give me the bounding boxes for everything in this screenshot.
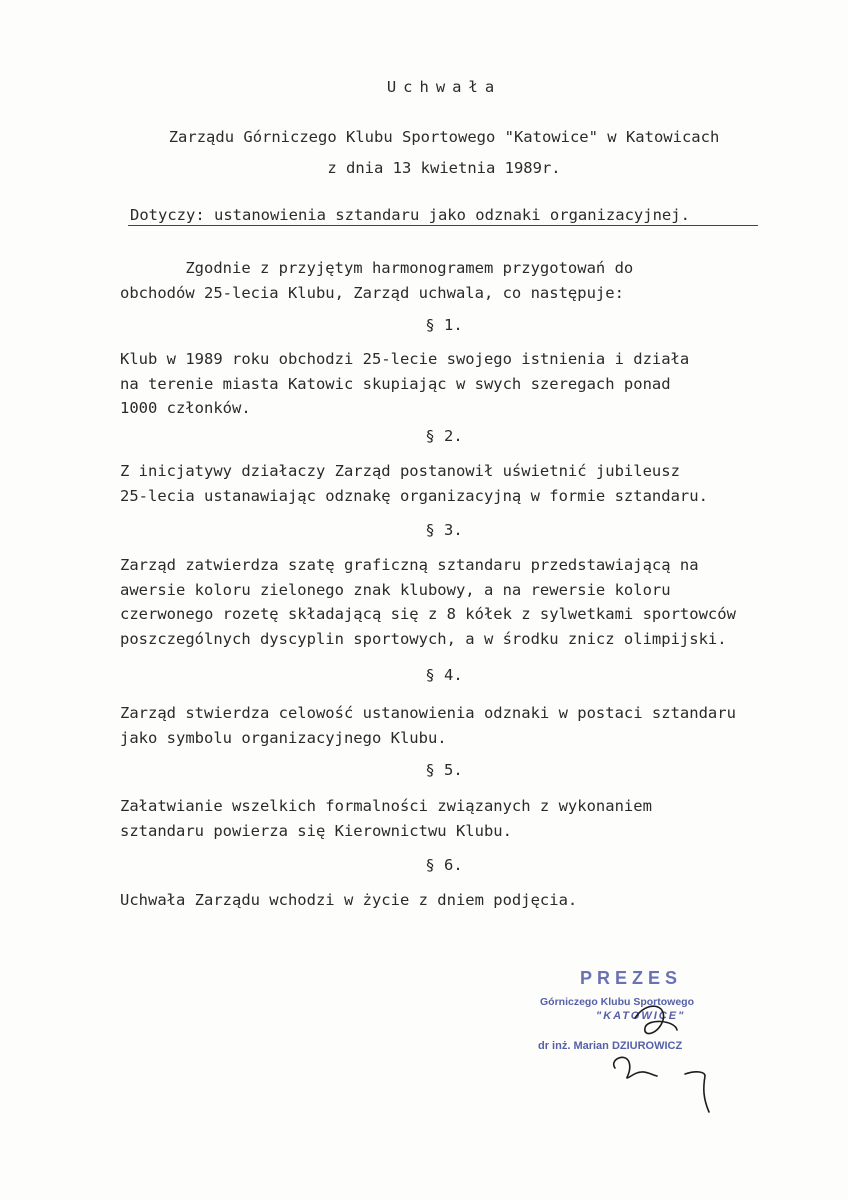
text-line: awersie koloru zielonego znak klubowy, a na rewersie koloru bbox=[120, 580, 671, 599]
issuer-line: Zarządu Górniczego Klubu Sportowego "Katowice" w Katowicach bbox=[168, 128, 720, 146]
section-3-label: § 3. bbox=[425, 521, 463, 539]
document-title: Uchwała bbox=[386, 78, 502, 96]
intro-line: Zgodnie z przyjętym harmonogramem przygotowań do bbox=[120, 259, 634, 277]
subject-underline bbox=[128, 225, 758, 226]
text-line: 1000 członków. bbox=[120, 399, 251, 417]
text-line: Załatwianie wszelkich formalności związanych z wykonaniem bbox=[120, 797, 652, 815]
text-line: Uchwała Zarządu wchodzi w życie z dniem podjęcia. bbox=[120, 891, 578, 909]
text-line: 25-lecia ustanawiając odznakę organizacyjną w formie sztandaru. bbox=[120, 486, 708, 505]
stamp-signatory-name: dr inż. Marian DZIUROWICZ bbox=[538, 1040, 683, 1052]
section-2-label: § 2. bbox=[425, 427, 463, 445]
date-line: z dnia 13 kwietnia 1989r. bbox=[327, 159, 561, 177]
section-5-label: § 5. bbox=[425, 761, 463, 779]
text-line: jako symbolu organizacyjnego Klubu. bbox=[120, 728, 447, 747]
text-line: Klub w 1989 roku obchodzi 25-lecie swojego istnienia i działa bbox=[120, 350, 690, 368]
section-6-text bbox=[120, 888, 800, 913]
text-line: Z inicjatywy działaczy Zarząd postanowił uświetnić jubileusz bbox=[120, 462, 680, 480]
section-5-text bbox=[120, 794, 800, 843]
section-3-text bbox=[120, 553, 800, 651]
text-line: poszczególnych dyscyplin sportowych, a w środku znicz olimpijski. bbox=[120, 629, 727, 648]
section-6-label: § 6. bbox=[425, 856, 463, 874]
handwritten-signature bbox=[585, 990, 725, 1120]
section-2-text bbox=[120, 459, 800, 508]
section-1-label: § 1. bbox=[425, 316, 463, 334]
text-line: sztandaru powierza się Kierownictwu Klubu. bbox=[120, 821, 512, 840]
stamp-organization: Górniczego Klubu Sportowego bbox=[540, 996, 694, 1008]
stamp-title: PREZES bbox=[580, 968, 683, 988]
text-line: Zarząd zatwierdza szatę graficzną sztandaru przedstawiającą na bbox=[120, 556, 699, 574]
intro-line: obchodów 25-lecia Klubu, Zarząd uchwala, co następuje: bbox=[120, 283, 624, 302]
section-4-text bbox=[120, 701, 800, 750]
text-line: Zarząd stwierdza celowość ustanowienia odznaki w postaci sztandaru bbox=[120, 704, 736, 722]
text-line: na terenie miasta Katowic skupiając w swych szeregach ponad bbox=[120, 374, 671, 393]
section-4-label: § 4. bbox=[425, 666, 463, 684]
intro-paragraph bbox=[120, 256, 800, 305]
text-line: czerwonego rozetę składającą się z 8 kółek z sylwetkami sportowców bbox=[120, 605, 736, 623]
subject-line: Dotyczy: ustanowienia sztandaru jako odznaki organizacyjnej. bbox=[130, 206, 690, 224]
section-1-text bbox=[120, 347, 800, 421]
stamp-club-name: "KATOWICE" bbox=[596, 1010, 686, 1022]
